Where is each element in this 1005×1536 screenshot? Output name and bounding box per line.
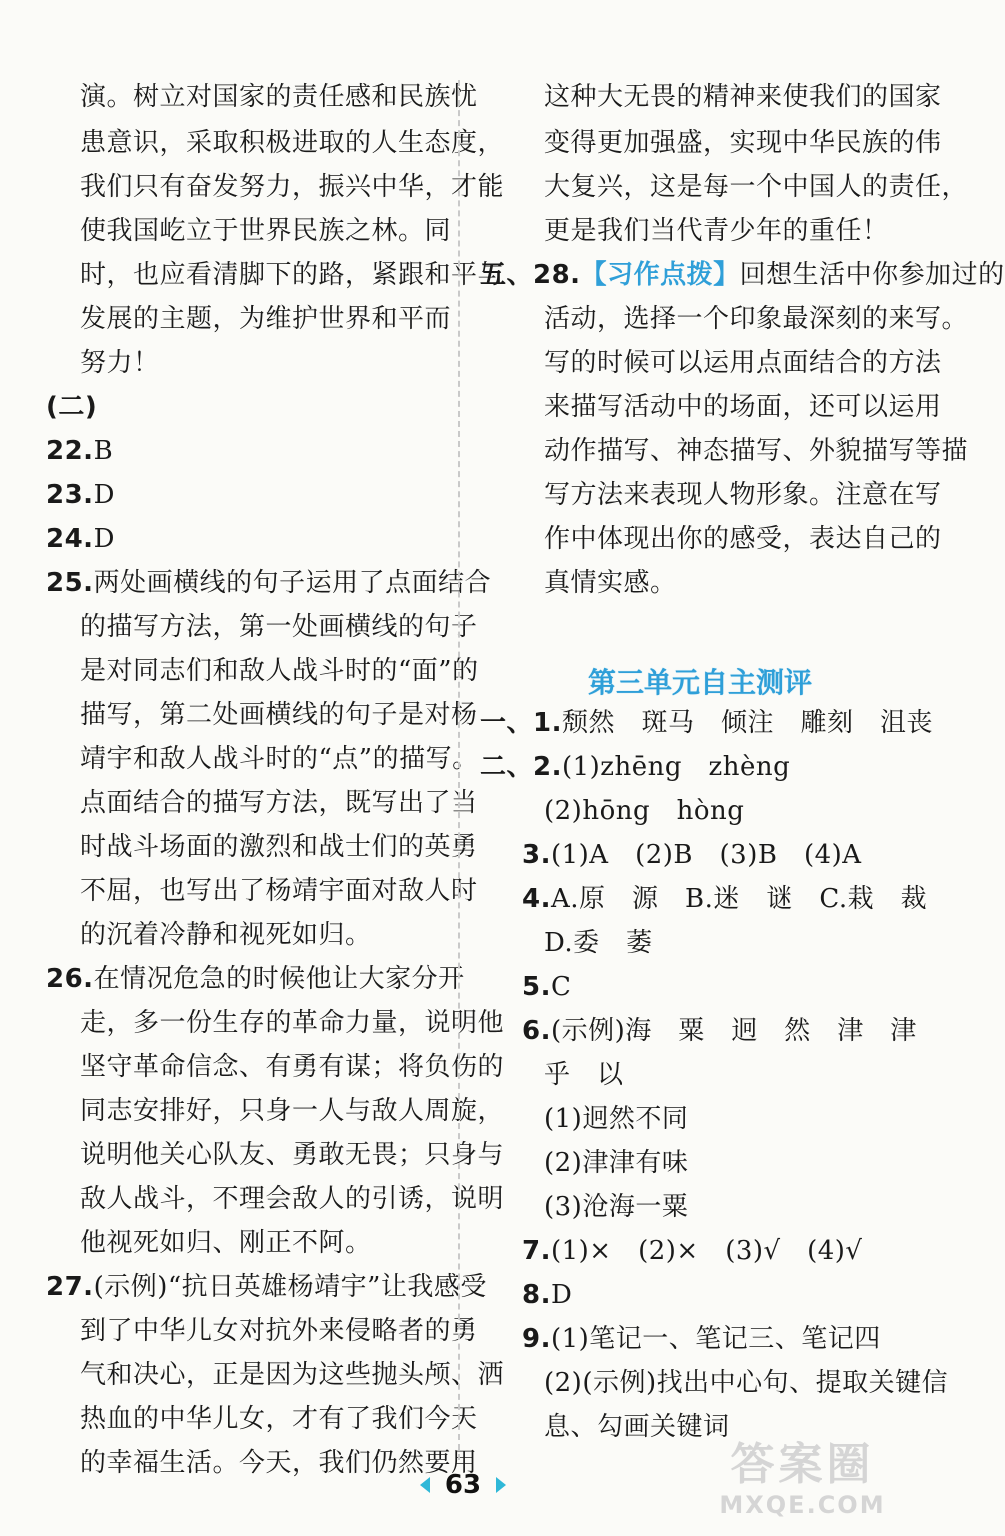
answer-text: 时战斗场面的激烈和战士们的英勇 bbox=[80, 832, 478, 862]
left-line bbox=[80, 614, 478, 640]
answer-text: 同志安排好，只身一人与敌人周旋， bbox=[80, 1096, 505, 1126]
answer-text: (3)沧海一粟 bbox=[544, 1192, 689, 1222]
question-number: 6. bbox=[522, 1016, 551, 1046]
question-number: 5. bbox=[522, 972, 551, 1002]
right-line bbox=[522, 842, 862, 868]
left-line bbox=[80, 878, 478, 904]
answer-text: (2)hōng hòng bbox=[544, 796, 745, 826]
left-line bbox=[80, 922, 372, 948]
answer-text: 变得更加强盛，实现中华民族的伟 bbox=[544, 128, 942, 158]
answer-text: 敌人战斗，不理会敌人的引诱，说明 bbox=[80, 1184, 505, 1214]
right-line bbox=[544, 798, 744, 824]
answer-text: 到了中华儿女对抗外来侵略者的勇 bbox=[80, 1316, 478, 1346]
column-divider bbox=[458, 80, 460, 1460]
answer-text: 真情实感。 bbox=[544, 568, 677, 598]
left-line bbox=[80, 702, 478, 728]
answer-text: 发展的主题，为维护世界和平而 bbox=[80, 304, 452, 334]
right-line bbox=[544, 306, 968, 332]
left-line bbox=[80, 746, 479, 772]
answer-text: 这种大无畏的精神来使我们的国家 bbox=[544, 82, 942, 112]
question-number: 二、2. bbox=[480, 752, 562, 782]
right-line bbox=[544, 1106, 688, 1132]
right-line bbox=[480, 262, 1005, 288]
answer-text: (示例)海 粟 迥 然 津 津 bbox=[550, 1016, 917, 1046]
right-line bbox=[544, 526, 942, 552]
answer-text: 说明他关心队友、勇敢无畏；只身与 bbox=[80, 1140, 505, 1170]
answer-text: 更是我们当代青少年的重任！ bbox=[544, 216, 889, 246]
left-line bbox=[46, 526, 115, 552]
question-number: 8. bbox=[522, 1280, 551, 1310]
answer-text: 息、勾画关键词 bbox=[544, 1412, 730, 1442]
answer-text: (1)× (2)× (3)√ (4)√ bbox=[550, 1236, 863, 1266]
left-line bbox=[46, 482, 115, 508]
right-line bbox=[544, 350, 942, 376]
answer-text: 靖宇和敌人战斗时的“点”的描写。 bbox=[80, 744, 479, 774]
answer-text: 不屈，也写出了杨靖宇面对敌人时 bbox=[80, 876, 478, 906]
question-number: 五、28. bbox=[480, 260, 581, 290]
answer-text: 使我国屹立于世界民族之林。同 bbox=[80, 216, 452, 246]
right-line bbox=[480, 754, 790, 780]
left-line bbox=[80, 84, 478, 110]
watermark-title: 答案圈 bbox=[730, 1439, 875, 1490]
answer-text: (示例)“抗日英雄杨靖宇”让我感受 bbox=[93, 1272, 487, 1302]
right-line bbox=[544, 438, 968, 464]
left-line bbox=[80, 1230, 372, 1256]
left-line bbox=[80, 1098, 504, 1124]
left-line bbox=[80, 1318, 478, 1344]
answer-text: 大复兴，这是每一个中国人的责任， bbox=[544, 172, 969, 202]
question-number: 27. bbox=[46, 1272, 94, 1302]
watermark-logo bbox=[690, 1440, 915, 1530]
answer-text: 乎 以 bbox=[544, 1060, 624, 1090]
question-number: 24. bbox=[46, 524, 94, 554]
answer-text: (1)zhēng zhèng bbox=[561, 752, 791, 782]
answer-text: B bbox=[93, 436, 114, 466]
answer-text: 时，也应看清脚下的路，紧跟和平与 bbox=[80, 260, 505, 290]
answer-text: A.原 源 B.迷 谜 C.栽 裁 bbox=[550, 884, 928, 914]
answer-text: 的沉着冷静和视死如归。 bbox=[80, 920, 372, 950]
right-line bbox=[544, 218, 889, 244]
answer-text: 动作描写、神态描写、外貌描写等描 bbox=[544, 436, 969, 466]
right-line bbox=[544, 394, 942, 420]
answer-text: 写的时候可以运用点面结合的方法 bbox=[544, 348, 942, 378]
answer-text: 患意识，采取积极进取的人生态度， bbox=[80, 128, 505, 158]
answer-text: 努力！ bbox=[80, 348, 160, 378]
right-line bbox=[544, 84, 942, 110]
answer-text: 回想生活中你参加过的 bbox=[739, 260, 1005, 290]
right-line bbox=[522, 1326, 881, 1352]
right-line bbox=[522, 886, 927, 912]
left-line bbox=[80, 350, 160, 376]
arrow-right-icon bbox=[496, 1477, 506, 1493]
right-line bbox=[544, 930, 653, 956]
answer-text: (2)(示例)找出中心句、提取关键信 bbox=[544, 1368, 949, 1398]
left-line bbox=[46, 438, 113, 464]
right-line bbox=[544, 1194, 688, 1220]
question-number: 一、1. bbox=[480, 708, 562, 738]
answer-text: 的幸福生活。今天，我们仍然要用 bbox=[80, 1448, 478, 1478]
left-line bbox=[46, 394, 97, 420]
question-number: 23. bbox=[46, 480, 94, 510]
left-line bbox=[80, 790, 478, 816]
question-number: 26. bbox=[46, 964, 94, 994]
answer-text: 他视死如归、刚正不阿。 bbox=[80, 1228, 372, 1258]
left-line bbox=[80, 1142, 504, 1168]
question-number: 25. bbox=[46, 568, 94, 598]
left-line bbox=[80, 306, 451, 332]
watermark-url: MXQE.COM bbox=[719, 1491, 886, 1519]
answer-text: C bbox=[550, 972, 572, 1002]
answer-text: 作中体现出你的感受，表达自己的 bbox=[544, 524, 942, 554]
answer-text: 坚守革命信念、有勇有谋；将负伤的 bbox=[80, 1052, 505, 1082]
left-line bbox=[46, 966, 465, 992]
left-line bbox=[80, 218, 451, 244]
right-line bbox=[522, 1282, 572, 1308]
left-line bbox=[80, 1406, 478, 1432]
right-line bbox=[544, 1414, 730, 1440]
answer-text: 颓然 斑马 倾注 雕刻 沮丧 bbox=[561, 708, 933, 738]
left-line bbox=[80, 834, 478, 860]
answer-text: 在情况危急的时候他让大家分开 bbox=[93, 964, 465, 994]
right-line bbox=[522, 974, 571, 1000]
question-number: 4. bbox=[522, 884, 551, 914]
arrow-left-icon bbox=[420, 1477, 430, 1493]
answer-text: 活动，选择一个印象最深刻的来写。 bbox=[544, 304, 969, 334]
right-line bbox=[544, 482, 942, 508]
question-number: 7. bbox=[522, 1236, 551, 1266]
answer-text: (1)迥然不同 bbox=[544, 1104, 689, 1134]
answer-text: 我们只有奋发努力，振兴中华，才能 bbox=[80, 172, 505, 202]
left-line bbox=[80, 262, 504, 288]
left-line bbox=[80, 1010, 504, 1036]
question-number: 22. bbox=[46, 436, 94, 466]
answer-text: D bbox=[550, 1280, 573, 1310]
answer-text: 演。树立对国家的责任感和民族忧 bbox=[80, 82, 478, 112]
answer-text: 描写，第二处画横线的句子是对杨 bbox=[80, 700, 478, 730]
question-number: 9. bbox=[522, 1324, 551, 1354]
right-line bbox=[522, 1238, 863, 1264]
writing-tip-tag: 【习作点拨】 bbox=[580, 260, 740, 290]
right-line bbox=[544, 570, 677, 596]
right-line bbox=[544, 130, 942, 156]
section-title: 第三单元自主测评 bbox=[587, 666, 812, 699]
page-number: 63 bbox=[444, 1470, 482, 1500]
answer-text: 两处画横线的句子运用了点面结合 bbox=[93, 568, 492, 598]
answer-text: 走，多一份生存的革命力量，说明他 bbox=[80, 1008, 505, 1038]
answer-text: 点面结合的描写方法，既写出了当 bbox=[80, 788, 478, 818]
left-line bbox=[80, 1054, 504, 1080]
left-line bbox=[46, 1274, 487, 1300]
left-line bbox=[80, 130, 504, 156]
answer-text: (1)笔记一、笔记三、笔记四 bbox=[550, 1324, 881, 1354]
right-line bbox=[522, 1018, 917, 1044]
left-line bbox=[46, 570, 491, 596]
question-number: 3. bbox=[522, 840, 551, 870]
right-line bbox=[480, 710, 933, 736]
answer-text: D.委 萎 bbox=[544, 928, 653, 958]
answer-text: D bbox=[93, 524, 115, 554]
right-line bbox=[544, 1370, 948, 1396]
question-number: (二) bbox=[46, 392, 98, 422]
left-line bbox=[80, 174, 504, 200]
answer-text: 来描写活动中的场面，还可以运用 bbox=[544, 392, 942, 422]
answer-text: (2)津津有味 bbox=[544, 1148, 689, 1178]
right-line bbox=[544, 1062, 624, 1088]
left-line bbox=[80, 1362, 504, 1388]
answer-text: (1)A (2)B (3)B (4)A bbox=[550, 840, 862, 870]
answer-text: 气和决心，正是因为这些抛头颅、洒 bbox=[80, 1360, 505, 1390]
answer-text: 是对同志们和敌人战斗时的“面”的 bbox=[80, 656, 479, 686]
answer-text: 的描写方法，第一处画横线的句子 bbox=[80, 612, 478, 642]
right-line bbox=[544, 174, 968, 200]
left-line bbox=[80, 1186, 504, 1212]
answer-text: D bbox=[93, 480, 115, 510]
answer-text: 热血的中华儿女，才有了我们今天 bbox=[80, 1404, 478, 1434]
right-line bbox=[544, 1150, 688, 1176]
left-line bbox=[80, 658, 479, 684]
answer-text: 写方法来表现人物形象。注意在写 bbox=[544, 480, 942, 510]
